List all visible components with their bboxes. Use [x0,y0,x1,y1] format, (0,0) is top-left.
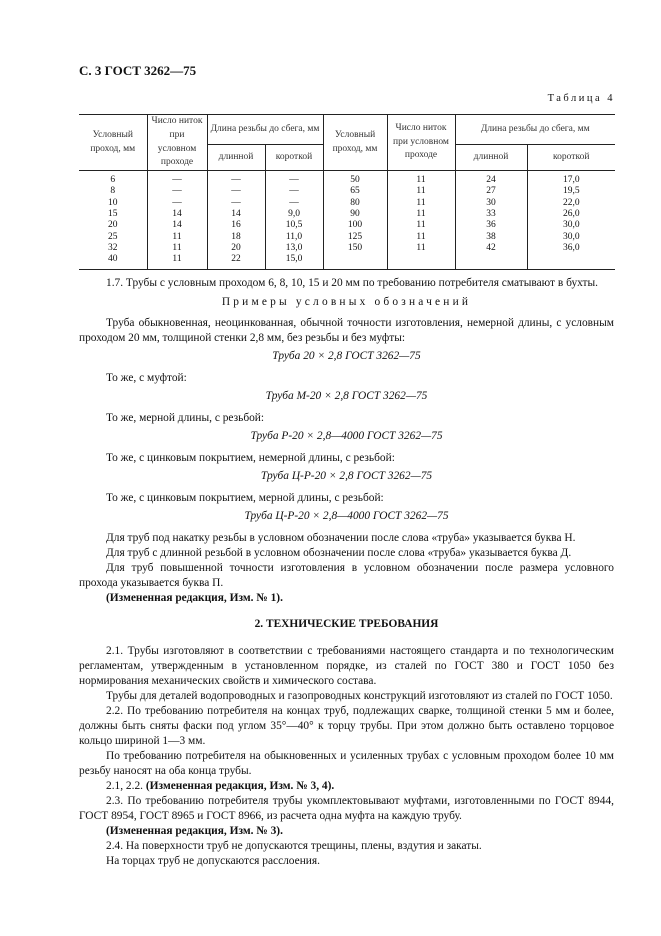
header-short-2: короткой [527,145,615,171]
edition-note-prefix: 2.1, 2.2. [106,780,144,792]
header-long-2: длинной [455,145,527,171]
table-row [79,171,615,187]
header-long: длинной [207,145,265,171]
table-cell: 22,0 [527,198,615,209]
example-intro: Труба обыкновенная, неоцинкованная, обычной точности изготовления, немерной длины, с условным проходом 20 мм, толщиной стенки 2,8 мм, без резьбы и без муфты: [79,317,614,344]
table-cell: — [147,186,207,197]
designation-3: Труба Р-20 × 2,8—4000 ГОСТ 3262—75 [250,430,443,442]
edition-note-2-1-2-2 [79,779,614,794]
table-cell: 11 [387,243,455,254]
table-cell: 125 [323,232,387,243]
designation-4: Труба Ц-Р-20 × 2,8 ГОСТ 3262—75 [260,470,433,482]
edition-note-3-4: (Измененная редакция, Изм. № 3, 4). [145,780,335,792]
table-cell: 30,0 [527,232,615,243]
table-cell: — [265,198,323,209]
table-cell [323,254,387,270]
table-cell: 11 [387,186,455,197]
table-cell: 11 [147,254,207,270]
table-cell: 11 [147,232,207,243]
example-2: То же, с муфтой: [106,372,187,384]
table-cell: 11,0 [265,232,323,243]
table-cell: — [207,198,265,209]
body-text [79,276,614,869]
table-row [79,254,615,270]
header-nominal-bore-2: Условный проход, мм [323,115,387,171]
table-cell: 150 [323,243,387,254]
example-4: То же, с цинковым покрытием, немерной длины, с резьбой: [106,452,395,464]
table-cell: 100 [323,220,387,231]
table-cell: 50 [323,171,387,187]
table-cell: 42 [455,243,527,254]
section-2-title: 2. ТЕХНИЧЕСКИЕ ТРЕБОВАНИЯ [254,618,439,630]
example-5: То же, с цинковым покрытием, мерной длины, с резьбой: [106,492,384,504]
note-precision: Для труб повышенной точности изготовления в условном обозначении после размера условного прохода указывается буква П. [79,562,614,589]
table-caption: Таблица 4 [547,93,615,104]
clause-2-3: 2.3. По требованию потребителя трубы укомплектовывают муфтами, изготовленными по ГОСТ 8944, ГОСТ 8954, ГОСТ 8965 и ГОСТ 8966, из расчета одна муфта на каждую трубу. [79,795,614,822]
header-thread-count: Число ниток при условном проходе [147,115,207,171]
table-cell: 8 [110,186,116,197]
table-cell [387,254,455,270]
table-cell: 17,0 [527,171,615,187]
table-cell: 15,0 [265,254,323,270]
table-cell [527,254,615,270]
table-cell: 10 [108,197,118,208]
table-row [79,243,615,254]
table-cell: 14 [207,209,265,220]
table-cell: 20 [108,220,118,231]
table-cell: 11 [387,220,455,231]
table-cell: 14 [147,209,207,220]
table-cell: 11 [387,232,455,243]
table-cell: 26,0 [527,209,615,220]
table-row [79,209,615,220]
clause-2-1-b: Трубы для деталей водопроводных и газопроводных конструкций изготовляют из сталей по ГОСТ 1050. [106,690,613,702]
header-thread-count-2: Число ниток при условном проходе [387,115,455,171]
table-cell: 36 [455,220,527,231]
table-cell: 22 [207,254,265,270]
table-cell: 10,5 [265,220,323,231]
table-cell: 30,0 [527,220,615,231]
table-cell: — [265,171,323,187]
page-header: С. 3 ГОСТ 3262—75 [79,63,197,78]
table-cell: 20 [207,243,265,254]
clause-2-2: 2.2. По требованию потребителя на концах труб, подлежащих сварке, толщиной стенки 5 мм и более, должны быть сняты фаски под углом 35°—40° к торцу трубы. При этом должно быть оставлено торцовое кольцо шириной 1—3 мм. [79,705,614,747]
examples-title: Примеры условных обозначений [221,296,472,308]
table-row [79,220,615,231]
header-short: короткой [265,145,323,171]
table-cell: 38 [455,232,527,243]
table-cell: 33 [455,209,527,220]
edition-note-3: (Измененная редакция, Изм. № 3). [106,825,283,837]
table-cell: 27 [455,186,527,197]
note-long-thread: Для труб с длинной резьбой в условном обозначении после слова «труба» указывается буква Д. [106,547,572,559]
table-cell: 80 [323,198,387,209]
table-cell: 65 [323,186,387,197]
header-nominal-bore: Условный проход, мм [79,115,147,171]
table-cell: 9,0 [265,209,323,220]
table-cell: — [147,171,207,187]
table-cell: 40 [108,254,118,265]
table-cell: 15 [108,208,118,219]
table-cell: — [207,186,265,197]
thread-table [79,114,615,270]
table-cell: 30 [455,198,527,209]
table-cell: 14 [147,220,207,231]
table-cell: 25 [108,231,118,242]
table-cell: 13,0 [265,243,323,254]
table-cell: — [207,171,265,187]
clause-2-4: 2.4. На поверхности труб не допускаются трещины, плены, вздутия и закаты. [106,840,482,852]
table-row [79,186,615,197]
table-cell: — [265,186,323,197]
table-cell: 11 [147,243,207,254]
designation-1: Труба 20 × 2,8 ГОСТ 3262—75 [272,350,421,362]
table-cell: 19,5 [527,186,615,197]
note-knurl: Для труб под накатку резьбы в условном обозначении после слова «труба» указывается буква Н. [106,532,576,544]
header-thread-length: Длина резьбы до сбега, мм [207,115,323,145]
table-cell: 11 [387,171,455,187]
table-cell: — [147,198,207,209]
table-row [79,232,615,243]
designation-2: Труба М-20 × 2,8 ГОСТ 3262—75 [265,390,428,402]
table-cell: 24 [455,171,527,187]
table-cell: 16 [207,220,265,231]
table-cell [455,254,527,270]
table-cell: 11 [387,198,455,209]
table-cell: 11 [387,209,455,220]
edition-note-1: (Измененная редакция, Изм. № 1). [106,592,283,604]
clause-2-2-b: По требованию потребителя на обыкновенных и усиленных трубах с условным проходом более 10 мм резьбу наносят на оба конца трубы. [79,750,614,777]
example-3: То же, мерной длины, с резьбой: [106,412,265,424]
clause-2-4-b: На торцах труб не допускаются расслоения. [106,855,320,867]
designation-5: Труба Ц-Р-20 × 2,8—4000 ГОСТ 3262—75 [244,510,449,522]
table-cell: 32 [108,242,118,253]
table-row [79,198,615,209]
header-thread-length-2: Длина резьбы до сбега, мм [455,115,615,145]
table-cell: 90 [323,209,387,220]
table-cell: 6 [110,175,116,186]
table-cell: 18 [207,232,265,243]
clause-1-7: 1.7. Трубы с условным проходом 6, 8, 10, 15 и 20 мм по требованию потребителя сматывают в бухты. [106,277,599,289]
table-cell: 36,0 [527,243,615,254]
clause-2-1: 2.1. Трубы изготовляют в соответствии с требованиями настоящего стандарта и по технологическим регламентам, утвержденным в установленном порядке, из сталей по ГОСТ 380 и ГОСТ 1050 без нормирования механических свойств и химического состава. [79,645,614,687]
